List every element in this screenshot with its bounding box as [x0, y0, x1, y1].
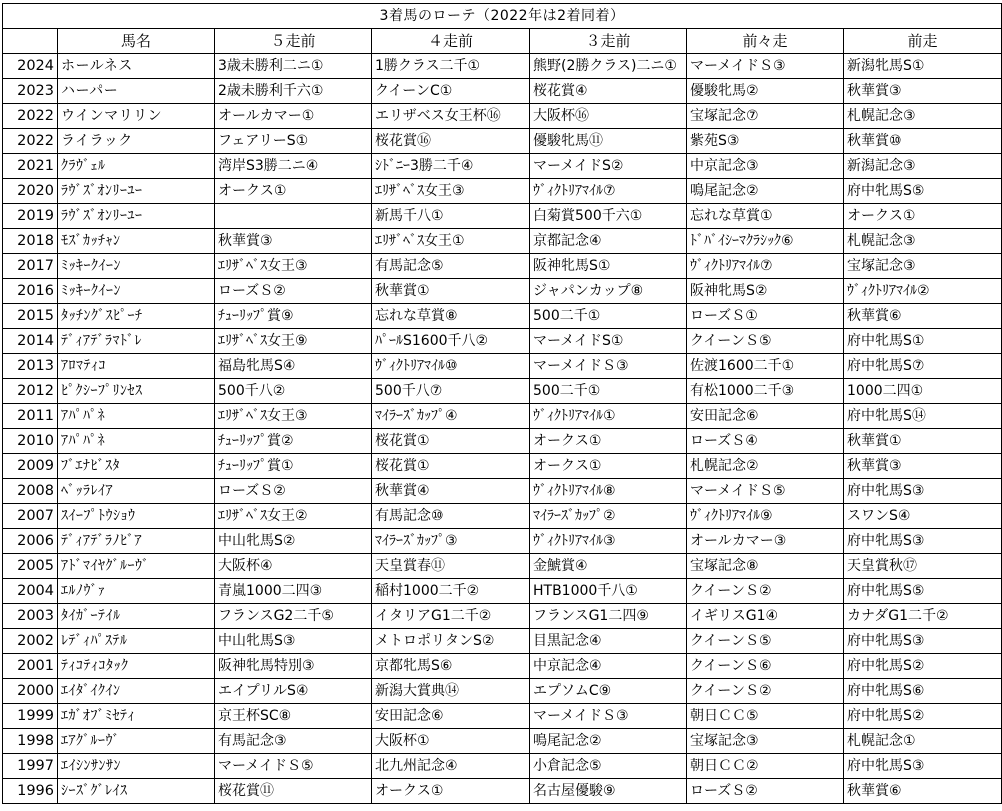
race-2-ago-cell: 有松1000二千③: [687, 379, 844, 404]
horse-name-cell: ｴｲｼﾝｻﾝｻﾝ: [58, 754, 215, 779]
year-cell: 2022: [3, 104, 58, 129]
race-5-ago-cell: 500千八②: [215, 379, 372, 404]
horse-name-cell: ﾃｨｺﾃｨｺﾀｯｸ: [58, 654, 215, 679]
race-last-cell: ｳﾞｨｸﾄﾘｱﾏｲﾙ②: [844, 279, 1002, 304]
year-cell: 2000: [3, 679, 58, 704]
race-5-ago-cell: 2歳未勝利千六①: [215, 79, 372, 104]
race-2-ago-cell: ｳﾞｨｸﾄﾘｱﾏｲﾙ⑨: [687, 504, 844, 529]
race-3-ago-cell: エプソムC⑨: [530, 679, 687, 704]
race-4-ago-cell: ﾊﾟｰﾙS1600千八②: [372, 329, 530, 354]
race-last-cell: 1000二四①: [844, 379, 1002, 404]
race-4-ago-cell: 桜花賞①: [372, 454, 530, 479]
race-4-ago-cell: 忘れな草賞⑧: [372, 304, 530, 329]
race-5-ago-cell: 湾岸S3勝二ニ④: [215, 154, 372, 179]
table-row: [3, 754, 1002, 779]
race-5-ago-cell: 大阪杯④: [215, 554, 372, 579]
race-5-ago-cell: 3歳未勝利二ニ①: [215, 54, 372, 79]
race-3-ago-cell: ジャパンカップ⑧: [530, 279, 687, 304]
year-cell: 2012: [3, 379, 58, 404]
year-cell: 2011: [3, 404, 58, 429]
race-last-cell: 札幌記念③: [844, 104, 1002, 129]
race-5-ago-cell: ｴﾘｻﾞﾍﾞｽ女王⑨: [215, 329, 372, 354]
race-2-ago-cell: ローズＳ①: [687, 304, 844, 329]
horse-name-cell: ｼｰｽﾞｸﾞﾚｲｽ: [58, 779, 215, 804]
race-5-ago-cell: 阪神牝馬特別③: [215, 654, 372, 679]
race-3-ago-cell: マーメイドＳ③: [530, 704, 687, 729]
race-2-ago-cell: 宝塚記念⑦: [687, 104, 844, 129]
table-row: [3, 504, 1002, 529]
race-2-ago-cell: マーメイドＳ③: [687, 54, 844, 79]
year-cell: 2014: [3, 329, 58, 354]
race-last-cell: 府中牝馬S⑤: [844, 579, 1002, 604]
race-last-cell: 秋華賞⑥: [844, 304, 1002, 329]
race-4-ago-cell: エリザベス女王杯⑯: [372, 104, 530, 129]
race-last-cell: 秋華賞⑩: [844, 129, 1002, 154]
year-cell: 1997: [3, 754, 58, 779]
race-5-ago-cell: マーメイドＳ⑤: [215, 754, 372, 779]
race-2-ago-cell: 佐渡1600二千①: [687, 354, 844, 379]
race-last-cell: オークス①: [844, 204, 1002, 229]
race-3-ago-cell: ｳﾞｨｸﾄﾘｱﾏｲﾙ③: [530, 529, 687, 554]
race-2-ago-cell: クイーンＳ⑤: [687, 629, 844, 654]
race-last-cell: 秋華賞①: [844, 429, 1002, 454]
race-4-ago-cell: ｴﾘｻﾞﾍﾞｽ女王①: [372, 229, 530, 254]
table-row: [3, 429, 1002, 454]
race-4-ago-cell: 京都牝馬S⑥: [372, 654, 530, 679]
race-5-ago-cell: 秋華賞③: [215, 229, 372, 254]
horse-name-cell: ﾃﾞｨｱﾃﾞﾗﾉﾋﾞｱ: [58, 529, 215, 554]
header-5-races-ago: ５走前: [215, 29, 372, 54]
race-5-ago-cell: 中山牝馬S③: [215, 629, 372, 654]
race-4-ago-cell: 秋華賞①: [372, 279, 530, 304]
race-4-ago-cell: 天皇賞春⑪: [372, 554, 530, 579]
horse-name-cell: ﾃﾞｨｱﾃﾞﾗﾏﾄﾞﾚ: [58, 329, 215, 354]
year-cell: 2004: [3, 579, 58, 604]
race-4-ago-cell: 大阪杯①: [372, 729, 530, 754]
race-3-ago-cell: 小倉記念⑤: [530, 754, 687, 779]
race-2-ago-cell: クイーンＳ⑥: [687, 654, 844, 679]
horse-name-cell: ｽｲｰﾌﾟﾄｳｼｮｳ: [58, 504, 215, 529]
race-last-cell: 天皇賞秋⑰: [844, 554, 1002, 579]
race-4-ago-cell: オークス①: [372, 779, 530, 804]
race-2-ago-cell: 鳴尾記念②: [687, 179, 844, 204]
table-row: [3, 179, 1002, 204]
race-4-ago-cell: 1勝クラス二千①: [372, 54, 530, 79]
race-4-ago-cell: クイーンC①: [372, 79, 530, 104]
race-2-ago-cell: 紫苑S③: [687, 129, 844, 154]
race-3-ago-cell: 熊野(2勝クラス)二ニ①: [530, 54, 687, 79]
race-5-ago-cell: オールカマー①: [215, 104, 372, 129]
race-5-ago-cell: [215, 204, 372, 229]
race-last-cell: 府中牝馬S②: [844, 654, 1002, 679]
year-cell: 2017: [3, 254, 58, 279]
race-5-ago-cell: 福島牝馬S④: [215, 354, 372, 379]
year-cell: 2024: [3, 54, 58, 79]
race-last-cell: 札幌記念①: [844, 729, 1002, 754]
horse-name-cell: ﾋﾟｸｼｰﾌﾟﾘﾝｾｽ: [58, 379, 215, 404]
race-3-ago-cell: HTB1000千八①: [530, 579, 687, 604]
horse-name-cell: ｱﾊﾟﾊﾟﾈ: [58, 429, 215, 454]
race-3-ago-cell: ｳﾞｨｸﾄﾘｱﾏｲﾙ⑧: [530, 479, 687, 504]
table-row: [3, 629, 1002, 654]
header-3-races-ago: ３走前: [530, 29, 687, 54]
race-4-ago-cell: 秋華賞④: [372, 479, 530, 504]
race-4-ago-cell: ﾏｲﾗｰｽﾞｶｯﾌﾟ④: [372, 404, 530, 429]
year-cell: 2009: [3, 454, 58, 479]
year-cell: 2006: [3, 529, 58, 554]
table-row: [3, 779, 1002, 804]
horse-name-cell: ﾌﾞｴﾅﾋﾞｽﾀ: [58, 454, 215, 479]
race-last-cell: 秋華賞⑥: [844, 779, 1002, 804]
table-row: [3, 229, 1002, 254]
race-3-ago-cell: マーメイドS②: [530, 154, 687, 179]
race-4-ago-cell: 500千八⑦: [372, 379, 530, 404]
race-2-ago-cell: ｳﾞｨｸﾄﾘｱﾏｲﾙ⑦: [687, 254, 844, 279]
race-last-cell: 秋華賞③: [844, 79, 1002, 104]
horse-name-cell: ﾚﾃﾞｨﾊﾟｽﾃﾙ: [58, 629, 215, 654]
table-row: [3, 104, 1002, 129]
race-2-ago-cell: イギリスG1④: [687, 604, 844, 629]
race-3-ago-cell: 京都記念④: [530, 229, 687, 254]
year-cell: 2023: [3, 79, 58, 104]
table-row: [3, 479, 1002, 504]
race-4-ago-cell: 桜花賞⑯: [372, 129, 530, 154]
race-5-ago-cell: ｴﾘｻﾞﾍﾞｽ女王③: [215, 404, 372, 429]
race-last-cell: 宝塚記念③: [844, 254, 1002, 279]
race-3-ago-cell: オークス①: [530, 429, 687, 454]
horse-name-cell: ﾀｲｶﾞｰﾃｲﾙ: [58, 604, 215, 629]
table-title: 3着馬のローテ（2022年は2着同着）: [3, 4, 1002, 29]
table-row: [3, 404, 1002, 429]
year-cell: 2022: [3, 129, 58, 154]
race-5-ago-cell: 有馬記念③: [215, 729, 372, 754]
year-cell: 2010: [3, 429, 58, 454]
year-cell: 2002: [3, 629, 58, 654]
race-2-ago-cell: 優駿牝馬②: [687, 79, 844, 104]
year-cell: 1998: [3, 729, 58, 754]
race-5-ago-cell: ﾁｭｰﾘｯﾌﾟ賞②: [215, 429, 372, 454]
race-2-ago-cell: 朝日ＣＣ②: [687, 754, 844, 779]
race-2-ago-cell: クイーンＳ⑤: [687, 329, 844, 354]
year-cell: 2018: [3, 229, 58, 254]
race-3-ago-cell: マーメイドＳ③: [530, 354, 687, 379]
race-3-ago-cell: 白菊賞500千六①: [530, 204, 687, 229]
race-last-cell: 秋華賞③: [844, 454, 1002, 479]
race-3-ago-cell: マーメイドS①: [530, 329, 687, 354]
horse-name-cell: ｴｶﾞｵﾌﾞﾐｾﾃｨ: [58, 704, 215, 729]
race-4-ago-cell: 有馬記念⑩: [372, 504, 530, 529]
race-2-ago-cell: 宝塚記念③: [687, 729, 844, 754]
year-cell: 1999: [3, 704, 58, 729]
table-row: [3, 454, 1002, 479]
horse-name-cell: ﾀｯﾁﾝｸﾞｽﾋﾟｰﾁ: [58, 304, 215, 329]
race-last-cell: 府中牝馬S⑥: [844, 679, 1002, 704]
race-3-ago-cell: 阪神牝馬S①: [530, 254, 687, 279]
race-last-cell: 府中牝馬S③: [844, 479, 1002, 504]
header-row: [3, 29, 1002, 54]
race-5-ago-cell: フランスG2二千⑤: [215, 604, 372, 629]
header-horse-name: 馬名: [58, 29, 215, 54]
race-last-cell: カナダG1二千②: [844, 604, 1002, 629]
race-4-ago-cell: 新潟大賞典⑭: [372, 679, 530, 704]
header-year: [3, 29, 58, 54]
race-5-ago-cell: ｴﾘｻﾞﾍﾞｽ女王③: [215, 254, 372, 279]
year-cell: 2008: [3, 479, 58, 504]
horse-name-cell: ホールネス: [58, 54, 215, 79]
race-3-ago-cell: 500二千①: [530, 304, 687, 329]
horse-name-cell: ｱﾊﾟﾊﾟﾈ: [58, 404, 215, 429]
horse-name-cell: ﾐｯｷｰｸｲｰﾝ: [58, 279, 215, 304]
race-2-ago-cell: ﾄﾞﾊﾞｲｼｰﾏｸﾗｼｯｸ⑥: [687, 229, 844, 254]
race-2-ago-cell: マーメイドＳ⑤: [687, 479, 844, 504]
horse-name-cell: ｸﾗｳﾞｪﾙ: [58, 154, 215, 179]
race-3-ago-cell: 目黒記念④: [530, 629, 687, 654]
race-2-ago-cell: ローズＳ④: [687, 429, 844, 454]
race-5-ago-cell: エイプリルS④: [215, 679, 372, 704]
race-2-ago-cell: ローズＳ②: [687, 779, 844, 804]
year-cell: 2007: [3, 504, 58, 529]
race-4-ago-cell: 安田記念⑥: [372, 704, 530, 729]
race-3-ago-cell: ﾏｲﾗｰｽﾞｶｯﾌﾟ②: [530, 504, 687, 529]
horse-name-cell: ウインマリリン: [58, 104, 215, 129]
race-4-ago-cell: 北九州記念④: [372, 754, 530, 779]
year-cell: 2021: [3, 154, 58, 179]
race-2-ago-cell: 阪神牝馬S②: [687, 279, 844, 304]
race-3-ago-cell: ｳﾞｨｸﾄﾘｱﾏｲﾙ①: [530, 404, 687, 429]
table-row: [3, 54, 1002, 79]
year-cell: 2013: [3, 354, 58, 379]
race-last-cell: 札幌記念③: [844, 229, 1002, 254]
horse-name-cell: ｴｲﾀﾞｲｸｲﾝ: [58, 679, 215, 704]
race-4-ago-cell: ﾏｲﾗｰｽﾞｶｯﾌﾟ③: [372, 529, 530, 554]
table-row: [3, 704, 1002, 729]
race-2-ago-cell: 安田記念⑥: [687, 404, 844, 429]
race-4-ago-cell: ｼﾄﾞﾆｰ3勝二千④: [372, 154, 530, 179]
race-2-ago-cell: クイーンＳ②: [687, 579, 844, 604]
race-5-ago-cell: ローズＳ②: [215, 479, 372, 504]
race-5-ago-cell: 京王杯SC⑧: [215, 704, 372, 729]
race-5-ago-cell: 中山牝馬S②: [215, 529, 372, 554]
horse-name-cell: ライラック: [58, 129, 215, 154]
horse-name-cell: ｱﾄﾞﾏｲﾔｸﾞﾙｰｳﾞ: [58, 554, 215, 579]
table-row: [3, 579, 1002, 604]
title-row: [3, 4, 1002, 29]
table-row: [3, 354, 1002, 379]
table-row: [3, 729, 1002, 754]
race-5-ago-cell: ﾁｭｰﾘｯﾌﾟ賞①: [215, 454, 372, 479]
table-row: [3, 79, 1002, 104]
race-last-cell: 新潟記念③: [844, 154, 1002, 179]
race-3-ago-cell: 名古屋優駿⑨: [530, 779, 687, 804]
race-last-cell: 新潟牝馬S①: [844, 54, 1002, 79]
race-3-ago-cell: フランスG1二四⑨: [530, 604, 687, 629]
race-3-ago-cell: 桜花賞④: [530, 79, 687, 104]
race-2-ago-cell: 中京記念③: [687, 154, 844, 179]
table-row: [3, 329, 1002, 354]
horse-name-cell: ハーパー: [58, 79, 215, 104]
table-row: [3, 604, 1002, 629]
year-cell: 2003: [3, 604, 58, 629]
table-row: [3, 529, 1002, 554]
horse-name-cell: ｱﾛﾏﾃｨｺ: [58, 354, 215, 379]
race-5-ago-cell: ﾁｭｰﾘｯﾌﾟ賞⑨: [215, 304, 372, 329]
race-3-ago-cell: 大阪杯⑯: [530, 104, 687, 129]
race-2-ago-cell: クイーンＳ②: [687, 679, 844, 704]
race-3-ago-cell: 優駿牝馬⑪: [530, 129, 687, 154]
race-4-ago-cell: イタリアG1二千②: [372, 604, 530, 629]
race-5-ago-cell: ｴﾘｻﾞﾍﾞｽ女王②: [215, 504, 372, 529]
race-2-ago-cell: 札幌記念②: [687, 454, 844, 479]
rotation-table: [2, 3, 1002, 804]
race-4-ago-cell: 有馬記念⑤: [372, 254, 530, 279]
year-cell: 2019: [3, 204, 58, 229]
table-row: [3, 254, 1002, 279]
horse-name-cell: ｴｱｸﾞﾙｰｳﾞ: [58, 729, 215, 754]
race-last-cell: 府中牝馬S②: [844, 704, 1002, 729]
table-row: [3, 129, 1002, 154]
race-last-cell: 府中牝馬S③: [844, 529, 1002, 554]
race-3-ago-cell: 中京記念④: [530, 654, 687, 679]
table-row: [3, 279, 1002, 304]
race-5-ago-cell: 桜花賞⑪: [215, 779, 372, 804]
year-cell: 1996: [3, 779, 58, 804]
year-cell: 2005: [3, 554, 58, 579]
race-last-cell: 府中牝馬S③: [844, 629, 1002, 654]
table-row: [3, 154, 1002, 179]
race-4-ago-cell: 稲村1000二千②: [372, 579, 530, 604]
race-last-cell: 府中牝馬S⑤: [844, 179, 1002, 204]
race-3-ago-cell: ｳﾞｨｸﾄﾘｱﾏｲﾙ⑦: [530, 179, 687, 204]
race-last-cell: スワンS④: [844, 504, 1002, 529]
horse-name-cell: ﾐｯｷｰｸｲｰﾝ: [58, 254, 215, 279]
race-5-ago-cell: オークス①: [215, 179, 372, 204]
race-2-ago-cell: 忘れな草賞①: [687, 204, 844, 229]
race-3-ago-cell: オークス①: [530, 454, 687, 479]
year-cell: 2015: [3, 304, 58, 329]
race-2-ago-cell: 宝塚記念⑧: [687, 554, 844, 579]
table-row: [3, 554, 1002, 579]
year-cell: 2016: [3, 279, 58, 304]
race-last-cell: 府中牝馬S⑭: [844, 404, 1002, 429]
header-4-races-ago: ４走前: [372, 29, 530, 54]
table-row: [3, 379, 1002, 404]
race-2-ago-cell: 朝日ＣＣ⑤: [687, 704, 844, 729]
race-5-ago-cell: フェアリーS①: [215, 129, 372, 154]
race-4-ago-cell: ｳﾞｨｸﾄﾘｱﾏｲﾙ⑩: [372, 354, 530, 379]
table-row: [3, 304, 1002, 329]
horse-name-cell: ﾗｳﾞｽﾞｵﾝﾘｰﾕｰ: [58, 204, 215, 229]
race-4-ago-cell: メトロポリタンS②: [372, 629, 530, 654]
table-row: [3, 654, 1002, 679]
race-4-ago-cell: ｴﾘｻﾞﾍﾞｽ女王③: [372, 179, 530, 204]
race-3-ago-cell: 金鯱賞④: [530, 554, 687, 579]
race-4-ago-cell: 新馬千八①: [372, 204, 530, 229]
race-3-ago-cell: 500二千①: [530, 379, 687, 404]
race-5-ago-cell: 青嵐1000二四③: [215, 579, 372, 604]
race-last-cell: 府中牝馬S③: [844, 754, 1002, 779]
race-last-cell: 府中牝馬S①: [844, 329, 1002, 354]
year-cell: 2020: [3, 179, 58, 204]
race-3-ago-cell: 鳴尾記念②: [530, 729, 687, 754]
header-last-race: 前走: [844, 29, 1002, 54]
horse-name-cell: ｴﾙﾉｳﾞｧ: [58, 579, 215, 604]
year-cell: 2001: [3, 654, 58, 679]
header-2-races-ago: 前々走: [687, 29, 844, 54]
race-4-ago-cell: 桜花賞①: [372, 429, 530, 454]
table-row: [3, 679, 1002, 704]
horse-name-cell: ﾓｽﾞｶｯﾁｬﾝ: [58, 229, 215, 254]
horse-name-cell: ﾗｳﾞｽﾞｵﾝﾘｰﾕｰ: [58, 179, 215, 204]
table-row: [3, 204, 1002, 229]
race-last-cell: 府中牝馬S⑦: [844, 354, 1002, 379]
race-5-ago-cell: ローズＳ②: [215, 279, 372, 304]
race-2-ago-cell: オールカマー③: [687, 529, 844, 554]
horse-name-cell: ﾍﾞｯﾗﾚｲｱ: [58, 479, 215, 504]
